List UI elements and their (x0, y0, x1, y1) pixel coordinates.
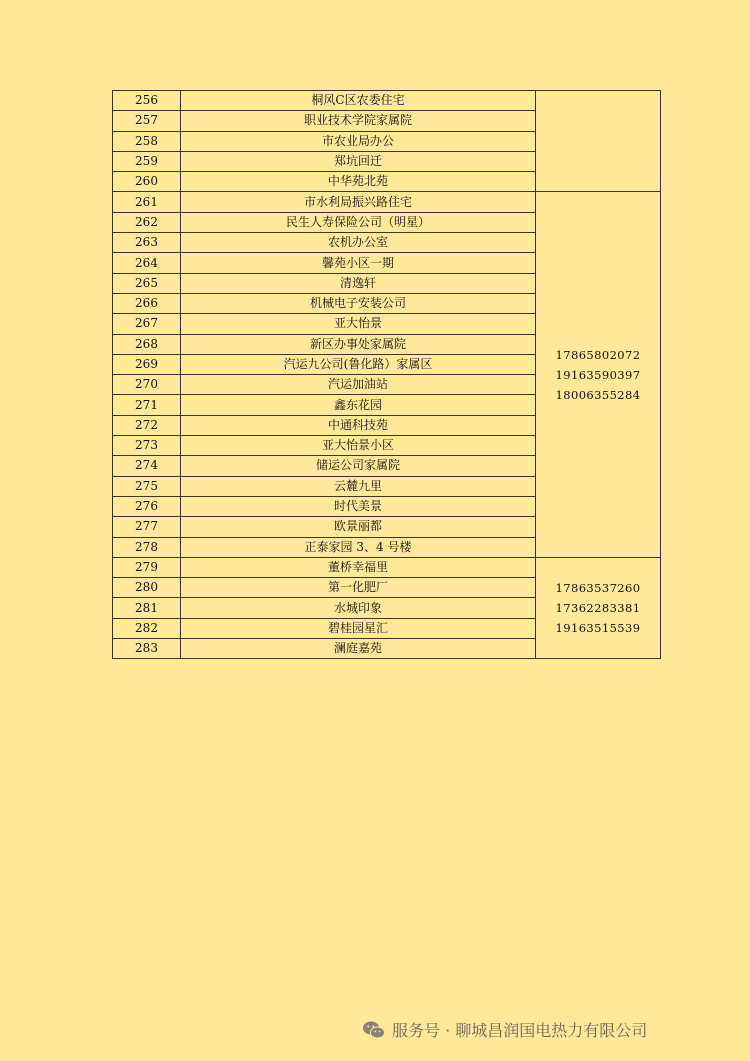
community-name: 汽运加油站 (181, 375, 536, 395)
phone-number: 17362283381 (555, 601, 641, 616)
row-number: 264 (113, 253, 181, 273)
community-name: 农机办公室 (181, 233, 536, 253)
phone-number: 19163590397 (555, 367, 641, 382)
community-name: 馨苑小区一期 (181, 253, 536, 273)
community-name: 正泰家园 3、4 号楼 (181, 537, 536, 557)
contact-phones-cell (536, 557, 661, 658)
community-name: 职业技术学院家属院 (181, 111, 536, 131)
footer-watermark (362, 1018, 647, 1041)
table-row (113, 557, 661, 577)
community-name: 碧桂园星汇 (181, 618, 536, 638)
community-name: 市农业局办公 (181, 131, 536, 151)
community-name: 欧景丽都 (181, 517, 536, 537)
row-number: 280 (113, 578, 181, 598)
row-number: 273 (113, 436, 181, 456)
community-name: 第一化肥厂 (181, 578, 536, 598)
row-number: 259 (113, 151, 181, 171)
row-number: 269 (113, 354, 181, 374)
row-number: 263 (113, 233, 181, 253)
community-name: 鑫东花园 (181, 395, 536, 415)
row-number: 282 (113, 618, 181, 638)
phone-number: 17865802072 (555, 347, 641, 362)
contact-phones-cell (536, 91, 661, 192)
community-name: 郑坑回迁 (181, 151, 536, 171)
row-number: 268 (113, 334, 181, 354)
phone-number: 19163515539 (555, 621, 641, 636)
row-number: 278 (113, 537, 181, 557)
row-number: 271 (113, 395, 181, 415)
community-name: 亚大怡景小区 (181, 436, 536, 456)
phone-number: 18006355284 (555, 387, 641, 402)
community-name: 中通科技苑 (181, 415, 536, 435)
row-number: 260 (113, 172, 181, 192)
community-name: 新区办事处家属院 (181, 334, 536, 354)
row-number: 256 (113, 91, 181, 111)
footer-text: 服务号 · 聊城昌润国电热力有限公司 (392, 1021, 648, 1040)
community-name: 市水利局振兴路住宅 (181, 192, 536, 212)
table-body (113, 91, 661, 659)
community-name: 中华苑北苑 (181, 172, 536, 192)
community-name: 桐风C区农委住宅 (181, 91, 536, 111)
row-number: 261 (113, 192, 181, 212)
row-number: 266 (113, 293, 181, 313)
wechat-icon (362, 1020, 386, 1040)
table-row (113, 192, 661, 212)
row-number: 270 (113, 375, 181, 395)
row-number: 279 (113, 557, 181, 577)
contact-phones-cell (536, 192, 661, 557)
community-name: 水城印象 (181, 598, 536, 618)
row-number: 277 (113, 517, 181, 537)
community-contact-table (112, 90, 661, 659)
community-name: 储运公司家属院 (181, 456, 536, 476)
community-name: 亚大怡景 (181, 314, 536, 334)
row-number: 272 (113, 415, 181, 435)
row-number: 275 (113, 476, 181, 496)
community-name: 时代美景 (181, 496, 536, 516)
community-name: 董桥幸福里 (181, 557, 536, 577)
community-name: 汽运九公司(鲁化路）家属区 (181, 354, 536, 374)
row-number: 281 (113, 598, 181, 618)
row-number: 283 (113, 639, 181, 659)
row-number: 274 (113, 456, 181, 476)
community-name: 机械电子安装公司 (181, 293, 536, 313)
community-name: 民生人寿保险公司（明星） (181, 212, 536, 232)
row-number: 267 (113, 314, 181, 334)
row-number: 257 (113, 111, 181, 131)
row-number: 265 (113, 273, 181, 293)
phone-number: 17863537260 (555, 581, 641, 596)
row-number: 276 (113, 496, 181, 516)
community-name: 澜庭嘉苑 (181, 639, 536, 659)
community-name: 云麓九里 (181, 476, 536, 496)
community-name: 清逸轩 (181, 273, 536, 293)
row-number: 262 (113, 212, 181, 232)
row-number: 258 (113, 131, 181, 151)
table-row (113, 91, 661, 111)
